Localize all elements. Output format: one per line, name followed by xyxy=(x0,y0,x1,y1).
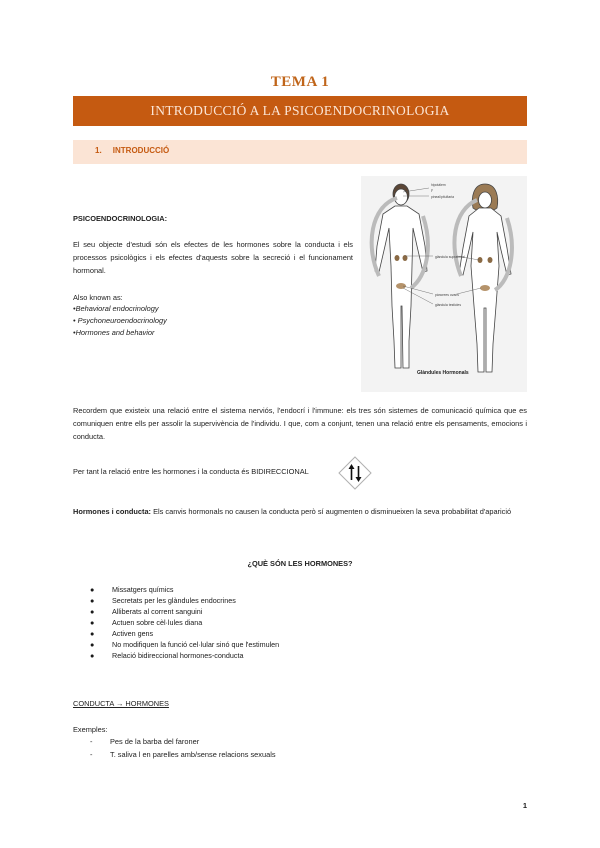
chapter-title: INTRODUCCIÓ A LA PSICOENDOCRINOLOGIA xyxy=(150,103,450,118)
section-title: INTRODUCCIÓ xyxy=(112,146,170,155)
dash-icon: - xyxy=(90,737,93,746)
list-item: ● Actuen sobre cèl·lules diana xyxy=(90,618,203,627)
section-heading-bar xyxy=(73,140,527,164)
bullet-icon: ● xyxy=(90,618,95,627)
list-item: ● No modifiquen la funció cel·lular sinó que l'estimulen xyxy=(90,640,280,649)
examples-list xyxy=(90,735,490,761)
figure-label: pineal/pituïtaria xyxy=(431,195,454,199)
body-illustration xyxy=(361,176,527,392)
list-item: ● Missatgers químics xyxy=(90,585,174,594)
list-item: ● Alliberats al corrent sanguini xyxy=(90,607,203,616)
figure-label: hipotàlem xyxy=(431,183,446,187)
figure-label: glàndula testicles xyxy=(435,303,462,307)
chapter-title-banner xyxy=(73,96,527,126)
figure-label: pàncrees ovaris xyxy=(435,293,459,297)
page-number: 1 xyxy=(522,801,527,810)
examples-label: Exemples: xyxy=(73,725,108,734)
intro-term: PSICOENDOCRINOLOGIA: xyxy=(73,214,168,223)
hormones-conducta-text: Els canvis hormonals no causen la conducta però sí augmenten o disminueixen la seva probabilitat d'aparició xyxy=(153,507,512,516)
list-item: - T. saliva l en parelles amb/sense relacions sexuals xyxy=(90,748,490,761)
hormones-conducta-paragraph xyxy=(73,505,527,518)
question-heading: ¿QUÈ SÓN LES HORMONES? xyxy=(247,559,353,568)
bidirectional-statement: Per tant la relació entre les hormones i la conducta és BIDIRECCIONAL xyxy=(73,467,309,476)
list-item: - Pes de la barba del faroner xyxy=(90,735,490,748)
bullet-icon: ● xyxy=(90,596,95,605)
conducta-hormones-heading: CONDUCTA → HORMONES xyxy=(73,699,169,708)
aka-item: • Psychoneuroendocrinology xyxy=(73,316,167,325)
list-item: ● Secretats per les glàndules endocrines xyxy=(90,596,236,605)
section-heading xyxy=(95,146,169,155)
figure-caption: Glàndules Hormonals xyxy=(417,370,469,376)
bullet-icon: ● xyxy=(90,651,95,660)
list-item: ● Relació bidireccional hormones-conducta xyxy=(90,651,244,660)
systems-paragraph: Recordem que existeix una relació entre el sistema nerviós, l'endocrí i l'immune: els tres són sistemes de comunicació química que es comuniquen entre ells per assolir la supervivència de l'individu. I que, com a conjunt, tenen una relació entre els pensaments, emocions i conducta. xyxy=(73,406,527,442)
list-item: ● Activen gens xyxy=(90,629,154,638)
bullet-icon: ● xyxy=(90,629,95,638)
hormonal-glands-figure xyxy=(361,176,527,392)
aka-label: Also known as: xyxy=(73,293,123,302)
aka-item: •Hormones and behavior xyxy=(73,328,155,337)
bullet-icon: ● xyxy=(90,585,95,594)
chapter-label: TEMA 1 xyxy=(270,74,330,90)
bullet-icon: ● xyxy=(90,640,95,649)
section-number: 1. xyxy=(95,146,102,155)
hormones-conducta-label: Hormones i conducta: xyxy=(73,507,152,516)
hormone-properties-list xyxy=(90,584,490,661)
figure-label: y xyxy=(431,188,433,192)
bullet-icon: ● xyxy=(90,607,95,616)
aka-item: •Behavioral endocrinology xyxy=(73,304,159,313)
intro-definition: El seu objecte d'estudi són els efectes de les hormones sobre la conducta i els processos psicològics i els efectes d'aquests sobre la secreció i el funcionament hormonal. xyxy=(73,240,353,276)
dash-icon: - xyxy=(90,750,93,760)
bidirectional-arrows-icon xyxy=(338,456,372,490)
figure-label: glàndula suprarenal xyxy=(435,255,465,259)
also-known-as xyxy=(73,292,353,339)
